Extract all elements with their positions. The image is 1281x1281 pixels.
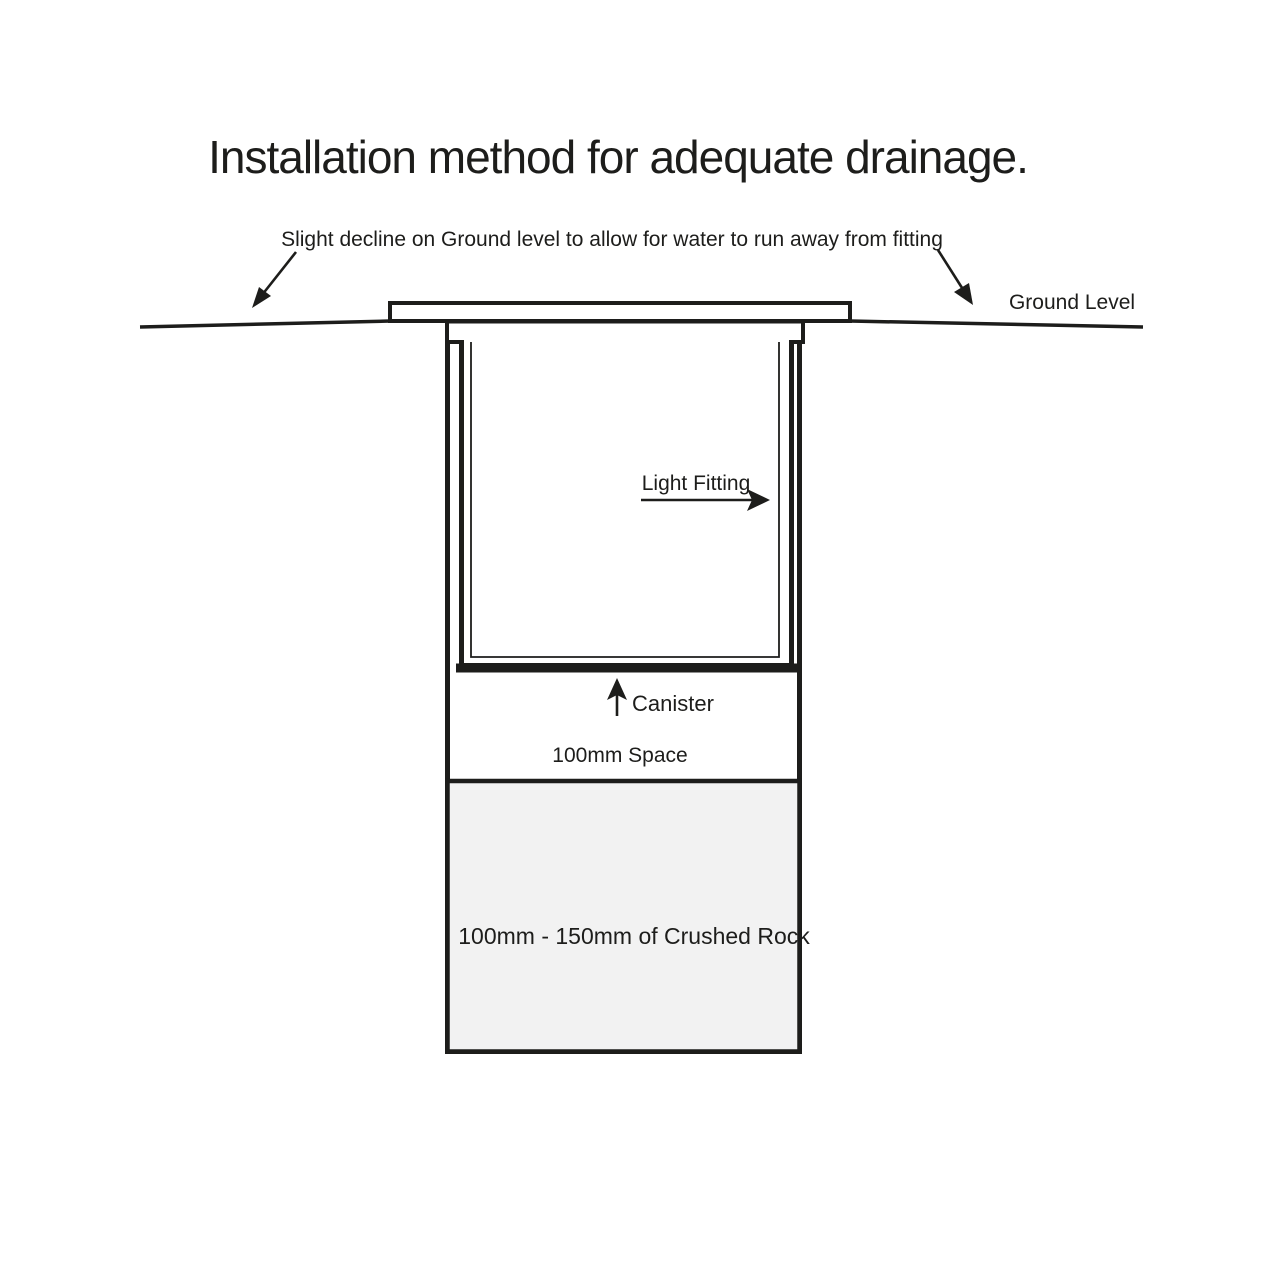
crushed-rock-label: 100mm - 150mm of Crushed Rock — [458, 923, 810, 949]
light-fitting-outline — [462, 340, 792, 666]
collar — [447, 322, 803, 343]
canister-label: Canister — [632, 691, 714, 716]
decline-annotation: Slight decline on Ground level to allow for water to run away from fitting — [281, 228, 943, 251]
crushed-rock-box — [448, 781, 800, 1052]
ground-level-label: Ground Level — [1008, 291, 1136, 314]
page-title: Installation method for adequate drainage. — [208, 131, 1028, 183]
decline-arrow-right-icon — [938, 250, 973, 305]
space-label: 100mm Space — [552, 744, 688, 767]
ground-line-right — [850, 321, 1143, 327]
ground-line-left — [140, 321, 390, 327]
light-fitting-label: Light Fitting — [641, 472, 751, 495]
flange-plate — [390, 303, 850, 321]
decline-arrow-left-icon — [252, 252, 296, 308]
canister-arrow-icon — [607, 678, 627, 716]
